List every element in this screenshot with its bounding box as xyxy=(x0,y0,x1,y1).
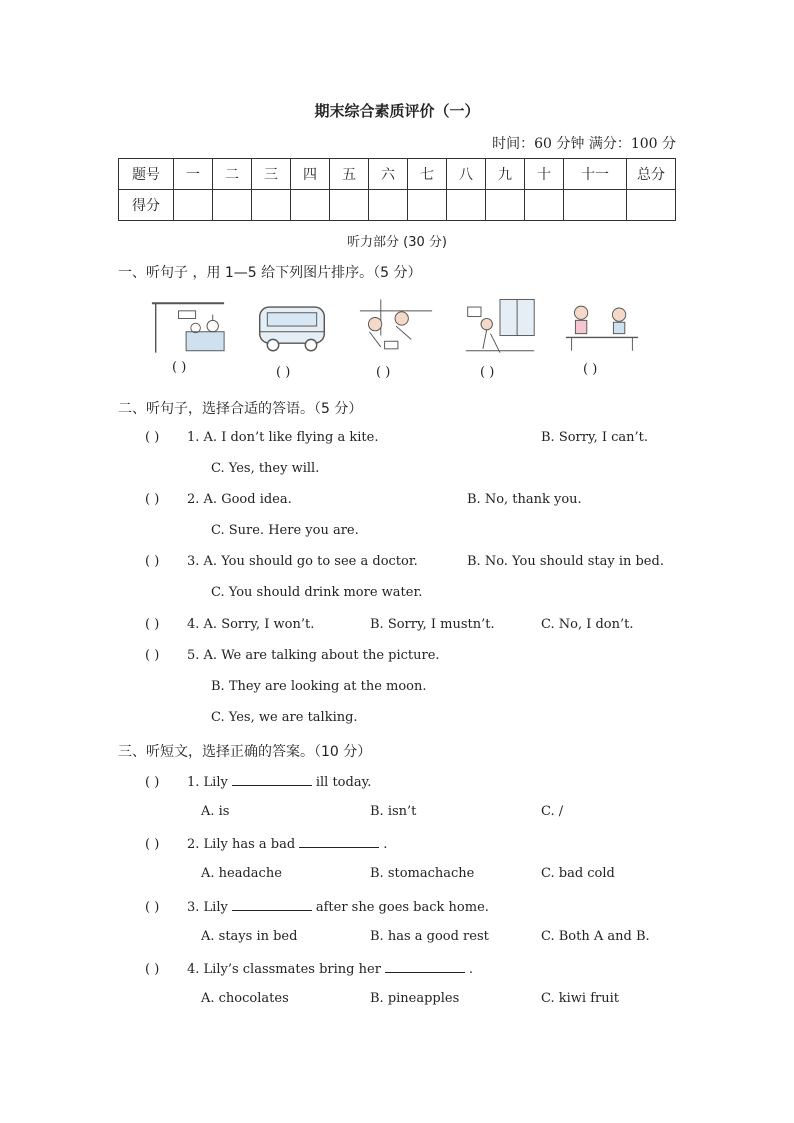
option-a: A. You should go to see a doctor. xyxy=(203,554,418,569)
answer-paren[interactable]: ( ) xyxy=(145,775,160,790)
score-cell[interactable] xyxy=(447,190,486,221)
score-header-cell: 题号 xyxy=(119,159,174,190)
score-cell[interactable] xyxy=(486,190,525,221)
answer-blank[interactable] xyxy=(232,773,312,786)
kids-talking-picture xyxy=(358,296,434,358)
section2-q5 xyxy=(145,648,440,663)
option-a: A. Good idea. xyxy=(203,492,292,507)
answer-blank[interactable] xyxy=(232,898,312,911)
lab-picture xyxy=(150,296,226,358)
score-row-label: 得分 xyxy=(119,190,174,221)
option-a: A. Sorry, I won’t. xyxy=(203,617,315,632)
option-a: A. stays in bed xyxy=(201,929,298,944)
option-b: B. Sorry, I mustn’t. xyxy=(370,617,495,632)
question-number: 4. xyxy=(187,962,200,977)
question-number: 3. xyxy=(187,900,200,915)
question-text: after she goes back home. xyxy=(315,900,489,915)
score-header-cell: 八 xyxy=(447,159,486,190)
page-title: 期末综合素质评价（一） xyxy=(314,102,480,120)
section2-heading: 二、听句子，选择合适的答语。（5 分） xyxy=(118,401,363,417)
score-cell[interactable] xyxy=(174,190,213,221)
score-cell[interactable] xyxy=(369,190,408,221)
option-c: C. Sure. Here you are. xyxy=(211,523,359,538)
option-b: B. stomachache xyxy=(370,866,475,881)
score-cell[interactable] xyxy=(213,190,252,221)
score-header-cell: 总分 xyxy=(627,159,676,190)
answer-paren[interactable]: ( ) xyxy=(145,648,160,663)
option-c: C. No, I don’t. xyxy=(541,617,634,632)
option-c: C. Yes, we are talking. xyxy=(211,710,358,725)
option-a: A. chocolates xyxy=(201,991,289,1006)
score-header-cell: 十 xyxy=(525,159,564,190)
question-number: 2. xyxy=(187,492,200,507)
section2-q4 xyxy=(145,617,314,632)
picture-answer-paren[interactable]: ( ) xyxy=(376,365,391,380)
question-text: Lily’s classmates bring her xyxy=(203,962,381,977)
option-b: B. Sorry, I can’t. xyxy=(541,430,649,445)
question-text: Lily has a bad xyxy=(203,837,296,852)
answer-paren[interactable]: ( ) xyxy=(145,962,160,977)
score-header-cell: 一 xyxy=(174,159,213,190)
score-cell[interactable] xyxy=(525,190,564,221)
question-text: ill today. xyxy=(315,775,372,790)
section3-q4 xyxy=(145,960,473,977)
listening-part-label: 听力部分 (30 分) xyxy=(347,235,447,250)
section3-q1 xyxy=(145,773,371,790)
time-info: 时间：60 分钟 满分：100 分 xyxy=(492,136,676,152)
picture-answer-paren[interactable]: ( ) xyxy=(172,360,187,375)
question-number: 3. xyxy=(187,554,200,569)
option-a: A. We are talking about the picture. xyxy=(203,648,440,663)
option-a: A. I don’t like flying a kite. xyxy=(203,430,379,445)
section1-heading: 一、听句子 ，用 1—5 给下列图片排序。（5 分） xyxy=(118,265,422,281)
option-c: C. You should drink more water. xyxy=(211,585,423,600)
option-b: B. No, thank you. xyxy=(467,492,582,507)
score-cell[interactable] xyxy=(291,190,330,221)
score-table xyxy=(118,158,676,221)
picture-answer-paren[interactable]: ( ) xyxy=(480,365,495,380)
option-b: B. They are looking at the moon. xyxy=(211,679,427,694)
section2-q2 xyxy=(145,492,292,507)
answer-paren[interactable]: ( ) xyxy=(145,617,160,632)
option-b: B. pineapples xyxy=(370,991,460,1006)
question-text: Lily xyxy=(203,775,228,790)
section3-q3 xyxy=(145,898,489,915)
option-c: C. Both A and B. xyxy=(541,929,650,944)
answer-blank[interactable] xyxy=(299,835,379,848)
option-a: A. is xyxy=(201,804,230,819)
table-kids-picture xyxy=(564,296,640,358)
score-table-score-row xyxy=(119,190,676,221)
score-cell[interactable] xyxy=(252,190,291,221)
score-cell[interactable] xyxy=(408,190,447,221)
option-b: B. isn’t xyxy=(370,804,417,819)
section3-heading: 三、听短文，选择正确的答案。（10 分） xyxy=(118,744,372,760)
picture-answer-paren[interactable]: ( ) xyxy=(583,362,598,377)
score-header-cell: 二 xyxy=(213,159,252,190)
score-header-cell: 十一 xyxy=(564,159,627,190)
answer-paren[interactable]: ( ) xyxy=(145,900,160,915)
option-c: C. bad cold xyxy=(541,866,615,881)
section2-q3 xyxy=(145,554,418,569)
score-cell[interactable] xyxy=(627,190,676,221)
answer-paren[interactable]: ( ) xyxy=(145,554,160,569)
answer-blank[interactable] xyxy=(385,960,465,973)
sweeping-picture xyxy=(462,296,538,358)
section3-q2 xyxy=(145,835,387,852)
question-number: 1. xyxy=(187,775,200,790)
picture-answer-paren[interactable]: ( ) xyxy=(276,365,291,380)
score-header-cell: 七 xyxy=(408,159,447,190)
score-cell[interactable] xyxy=(330,190,369,221)
question-number: 4. xyxy=(187,617,200,632)
question-text: . xyxy=(383,837,388,852)
score-header-cell: 六 xyxy=(369,159,408,190)
question-number: 5. xyxy=(187,648,200,663)
question-number: 1. xyxy=(187,430,200,445)
option-b: B. has a good rest xyxy=(370,929,489,944)
option-b: B. No. You should stay in bed. xyxy=(467,554,664,569)
score-header-cell: 五 xyxy=(330,159,369,190)
option-a: A. headache xyxy=(201,866,282,881)
bus-picture xyxy=(254,296,330,358)
question-text: Lily xyxy=(203,900,228,915)
score-table-header-row xyxy=(119,159,676,190)
question-text: . xyxy=(468,962,474,977)
option-c: C. kiwi fruit xyxy=(541,991,619,1006)
score-cell[interactable] xyxy=(564,190,627,221)
option-c: C. Yes, they will. xyxy=(211,461,320,476)
score-header-cell: 九 xyxy=(486,159,525,190)
answer-paren[interactable]: ( ) xyxy=(145,430,160,445)
option-c: C. / xyxy=(541,804,564,819)
score-header-cell: 三 xyxy=(252,159,291,190)
score-header-cell: 四 xyxy=(291,159,330,190)
question-number: 2. xyxy=(187,837,200,852)
answer-paren[interactable]: ( ) xyxy=(145,837,160,852)
section2-q1 xyxy=(145,430,378,445)
answer-paren[interactable]: ( ) xyxy=(145,492,160,507)
